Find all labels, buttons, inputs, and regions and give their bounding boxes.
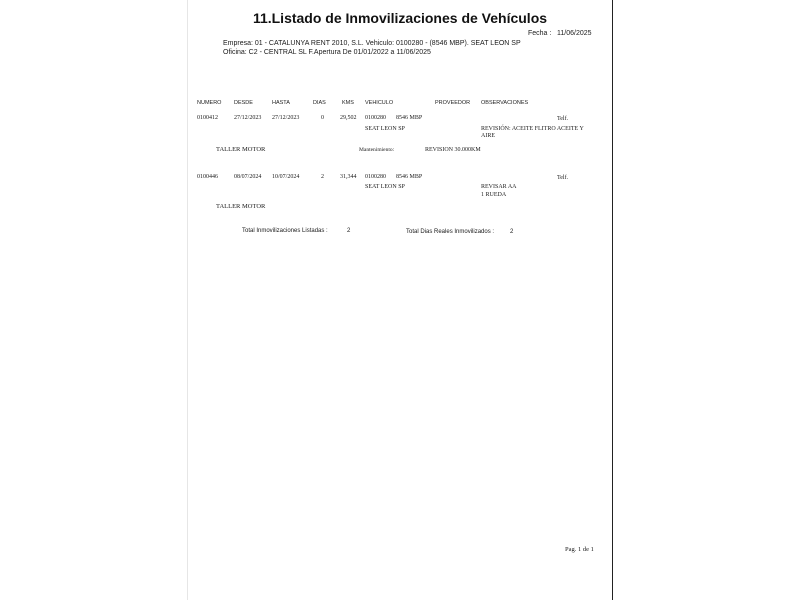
total-days-value: 2 bbox=[510, 229, 514, 235]
column-header-dias: DIAS bbox=[313, 100, 326, 106]
row-vehicle-code: 0100280 bbox=[365, 115, 386, 121]
date-value: 11/06/2025 bbox=[557, 30, 592, 37]
column-header-observaciones: OBSERVACIONES bbox=[481, 100, 529, 106]
row-observation-line-2: AIRE bbox=[481, 133, 495, 139]
row-hasta: 10/07/2024 bbox=[272, 174, 300, 180]
company-line: Empresa: 01 - CATALUNYA RENT 2010, S.L. Vehiculo: 0100280 - (8546 MBP). SEAT LEON SP bbox=[223, 40, 521, 47]
row-maintenance-label: Mantenimiento: bbox=[359, 147, 395, 153]
row-vehicle-model: SEAT LEON SP bbox=[365, 184, 405, 190]
row-observation-line-1: REVISIÓN: ACEITE FLITRO ACEITE Y bbox=[481, 126, 584, 132]
row-vehicle-model: SEAT LEON SP bbox=[365, 126, 405, 132]
column-header-vehiculo: VEHICULO bbox=[365, 100, 394, 106]
column-header-desde: DESDE bbox=[234, 100, 253, 106]
row-numero: 0100446 bbox=[197, 174, 218, 180]
column-header-proveedor: PROVEEDOR bbox=[435, 100, 471, 106]
report-title: 11.Listado de Inmovilizaciones de Vehículos bbox=[252, 10, 548, 26]
row-workshop: TALLER MOTOR bbox=[216, 203, 266, 210]
row-hasta: 27/12/2023 bbox=[272, 115, 300, 121]
row-tag: Telf. bbox=[557, 175, 569, 181]
row-tag: Telf. bbox=[557, 116, 569, 122]
column-header-hasta: HASTA bbox=[272, 100, 290, 106]
column-header-numero: NUMERO bbox=[197, 100, 222, 106]
report-page bbox=[187, 0, 613, 600]
column-header-kms: KMS bbox=[342, 100, 354, 106]
row-dias: 2 bbox=[321, 174, 324, 180]
total-listed-value: 2 bbox=[347, 228, 351, 234]
row-kms: 31,344 bbox=[340, 174, 357, 180]
total-listed-label: Total Inmovilizaciones Listadas : bbox=[242, 228, 328, 234]
row-observation-line-1: REVISAR AA bbox=[481, 184, 517, 190]
row-numero: 0100412 bbox=[197, 115, 218, 121]
row-dias: 0 bbox=[321, 115, 324, 121]
date-label: Fecha : bbox=[528, 30, 552, 37]
row-vehicle-plate: 8546 MBP bbox=[396, 115, 423, 121]
row-vehicle-code: 0100280 bbox=[365, 174, 386, 180]
row-kms: 29,502 bbox=[340, 115, 357, 121]
page-number: Pag. 1 de 1 bbox=[565, 546, 594, 553]
total-days-label: Total Dias Reales Inmovilizados : bbox=[406, 229, 495, 235]
row-desde: 27/12/2023 bbox=[234, 115, 262, 121]
row-observation-line-2: 1 RUEDA bbox=[481, 192, 507, 198]
row-vehicle-plate: 8546 MBP bbox=[396, 174, 423, 180]
office-line: Oficina: C2 - CENTRAL SL F.Apertura De 01/01/2022 a 11/06/2025 bbox=[223, 49, 431, 56]
row-maintenance-value: REVISION 30.000KM bbox=[425, 147, 481, 153]
row-workshop: TALLER MOTOR bbox=[216, 146, 266, 153]
row-desde: 08/07/2024 bbox=[234, 174, 262, 180]
